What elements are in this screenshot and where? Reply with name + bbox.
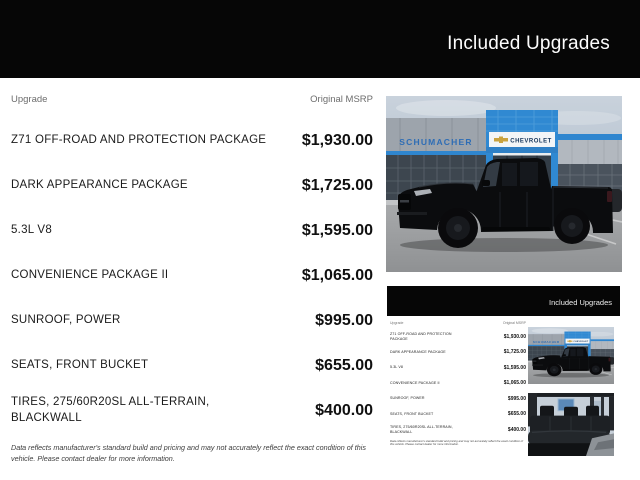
table-row (11, 163, 373, 208)
table-rows (11, 118, 373, 433)
table-row (11, 208, 373, 253)
upgrade-price: $655.00 (507, 411, 526, 418)
upgrade-price: $1,725.00 (503, 349, 526, 356)
upgrade-price: $1,065.00 (301, 266, 373, 284)
upgrade-name: Z71 OFF-ROAD AND PROTECTION PACKAGE (11, 133, 267, 146)
upgrade-name: SEATS, FRONT BUCKET (390, 411, 434, 416)
slide-header-bar (0, 0, 640, 78)
thumbnail-disclaimer-text: Data reflects manufacturer's standard build and pricing and may not accurately reflect the exact condition of this vehicle. Please contact dealer for more information. (390, 438, 523, 447)
table-row (11, 388, 373, 433)
table-row (390, 376, 526, 392)
table-row (390, 391, 526, 407)
disclaimer-text: Data reflects manufacturer's standard build and pricing and may not accurately reflect the exact condition of this vehicle. Please contact dealer for more information. (11, 443, 366, 464)
table-header-row (11, 94, 373, 105)
thumbnail-title: Included Upgrades (549, 298, 612, 307)
column-header-upgrade: Upgrade (11, 94, 48, 105)
upgrade-price: $400.00 (507, 426, 526, 433)
upgrade-price: $655.00 (315, 356, 373, 374)
table-row (390, 422, 526, 438)
upgrade-price: $400.00 (315, 401, 373, 419)
upgrade-name: TIRES, 275/60R20SL ALL-TERRAIN, BLACKWALL (390, 425, 453, 434)
thumbnail-column-header-msrp: Original MSRP (502, 321, 526, 325)
upgrade-price: $1,930.00 (301, 131, 373, 149)
table-row (390, 407, 526, 423)
thumbnail-upgrades-table (390, 321, 526, 447)
upgrades-table (11, 94, 373, 464)
thumbnail-body (387, 316, 620, 458)
table-row (390, 345, 526, 361)
table-row (390, 329, 526, 345)
vehicle-exterior-photo (386, 96, 622, 272)
thumbnail-exterior-photo (528, 327, 614, 384)
thumbnail-table-header-row (390, 321, 526, 325)
upgrade-price: $1,065.00 (503, 380, 526, 387)
upgrade-price: $1,595.00 (301, 221, 373, 239)
table-row (11, 343, 373, 388)
upgrade-name: DARK APPEARANCE PACKAGE (390, 349, 446, 354)
upgrade-name: SEATS, FRONT BUCKET (11, 358, 149, 371)
page-title: Included Upgrades (447, 33, 610, 54)
table-row (11, 118, 373, 163)
upgrade-price: $995.00 (315, 311, 373, 329)
upgrade-name: CONVENIENCE PACKAGE II (390, 380, 440, 385)
upgrade-name: 5.3L V8 (11, 223, 52, 236)
upgrade-name: SUNROOF, POWER (11, 313, 121, 326)
upgrade-name: 5.3L V8 (390, 365, 403, 370)
thumbnail-table-rows (390, 329, 526, 438)
upgrade-name: TIRES, 275/60R20SL ALL-TERRAIN, BLACKWALL (11, 395, 210, 424)
table-row (11, 253, 373, 298)
upgrade-name: DARK APPEARANCE PACKAGE (11, 178, 188, 191)
table-row (390, 360, 526, 376)
upgrade-name: SUNROOF, POWER (390, 396, 425, 401)
upgrades-thumbnail (387, 286, 620, 458)
thumbnail-header-bar (387, 286, 620, 316)
column-header-msrp: Original MSRP (310, 94, 373, 105)
upgrade-price: $1,725.00 (301, 176, 373, 194)
thumbnail-column-header-upgrade: Upgrade (390, 321, 404, 325)
vehicle-interior-photo (528, 393, 614, 456)
upgrade-price: $1,930.00 (503, 333, 526, 340)
upgrade-price: $1,595.00 (503, 364, 526, 371)
upgrade-name: Z71 OFF-ROAD AND PROTECTION PACKAGE (390, 332, 452, 341)
upgrade-name: CONVENIENCE PACKAGE II (11, 268, 169, 281)
upgrade-price: $995.00 (507, 395, 526, 402)
table-row (11, 298, 373, 343)
